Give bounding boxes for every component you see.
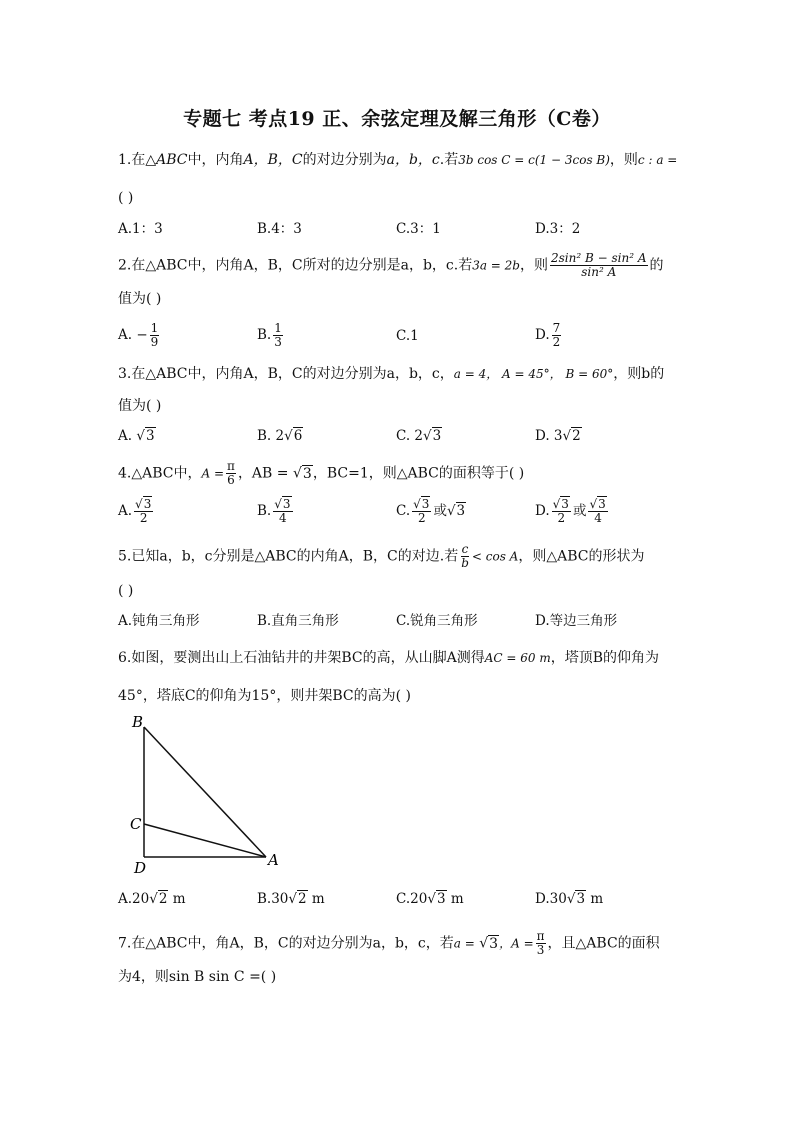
question-6-line2: 45°，塔底C的仰角为15°，则井架BC的高为( ): [118, 688, 411, 704]
q3-option-a: A. √3: [118, 428, 155, 444]
q1-option-d: D.3：2: [535, 221, 581, 237]
q6-triangle-figure: [120, 705, 300, 880]
q2-option-a: A. − $\frac{1}{9}$: [118, 321, 159, 349]
q6-option-b: B.30√2 m: [257, 891, 325, 907]
q2-option-b: B. $\frac{1}{3}$: [257, 321, 282, 349]
question-2-line2: 值为( ): [118, 291, 162, 307]
q4-option-b: B. $\frac{√3}{4}$: [257, 497, 291, 525]
question-5-stem: 5.已知a，b，c分别是△ABC的内角A，B，C的对边.若 $\frac{c}{b}$ < cos A，则△ABC的形状为: [118, 542, 645, 570]
q2-fraction: $\frac{\text{2sin² B − sin² A}}{\text{sin² A}}$: [551, 251, 647, 279]
q3-option-d: D. 3√2: [535, 428, 581, 444]
label-d: D: [134, 859, 147, 877]
question-1-paren: ( ): [118, 190, 134, 206]
q3-option-b: B. 2√6: [257, 428, 303, 444]
q6-option-a: A.20√2 m: [118, 891, 186, 907]
question-1-stem: 1.在△ABC中，内角A，B，C的对边分别为a，b，c.若3b cos C = c(1 − 3cos B)，则c : a =: [118, 152, 678, 168]
question-4-stem: 4.△ABC中，A = $\frac{\pi}{6}$ ，AB = √3，BC=1，则△ABC的面积等于( ): [118, 459, 525, 487]
q2-option-c: C.1: [396, 328, 419, 344]
label-a: A: [268, 851, 279, 869]
q4-option-a: A. $\frac{√3}{2}$: [118, 497, 152, 525]
question-3-stem: 3.在△ABC中，内角A，B，C的对边分别为a，b，c，a = 4， A = 45°， B = 60°，则b的: [118, 366, 665, 382]
q1-option-c: C.3：1: [396, 221, 441, 237]
q4-option-c: C. $\frac{√3}{2}$ 或√3: [396, 497, 466, 525]
q5-option-b: B.直角三角形: [257, 613, 339, 629]
question-2-stem: 2.在△ABC中，内角A，B，C所对的边分别是a，b，c.若3a = 2b，则 $\frac{\text{2sin² B − sin² A}}{\text{sin² A}}$ 的: [118, 251, 664, 279]
question-7-line2: 为4，则sin B sin C =( ): [118, 969, 277, 985]
q6-option-d: D.30√3 m: [535, 891, 604, 907]
page-title: 专题七 考点19 正、余弦定理及解三角形（C卷）: [183, 108, 611, 130]
line-ba: [144, 727, 266, 857]
q2-option-d: D. $\frac{7}{2}$: [535, 321, 561, 349]
label-c: C: [130, 815, 142, 833]
question-3-line2: 值为( ): [118, 398, 162, 414]
q6-option-c: C.20√3 m: [396, 891, 464, 907]
q1-option-b: B.4：3: [257, 221, 302, 237]
question-6-line1: 6.如图，要测出山上石油钻井的井架BC的高，从山脚A测得AC = 60 m，塔顶B的仰角为: [118, 650, 660, 666]
q5-option-a: A.钝角三角形: [118, 613, 200, 629]
q5-option-d: D.等边三角形: [535, 613, 618, 629]
q4-option-d: D. $\frac{√3}{2}$ 或 $\frac{√3}{4}$: [535, 497, 606, 525]
line-ca: [144, 824, 266, 857]
label-b: B: [132, 713, 144, 731]
q1-option-a: A.1：3: [118, 221, 163, 237]
q3-option-c: C. 2√3: [396, 428, 442, 444]
q5-option-c: C.锐角三角形: [396, 613, 478, 629]
question-5-paren: ( ): [118, 583, 134, 599]
question-7-stem: 7.在△ABC中，角A，B，C的对边分别为a，b，c，若a = √3，A = $\frac{\pi}{3}$ ，且△ABC的面积: [118, 929, 660, 957]
